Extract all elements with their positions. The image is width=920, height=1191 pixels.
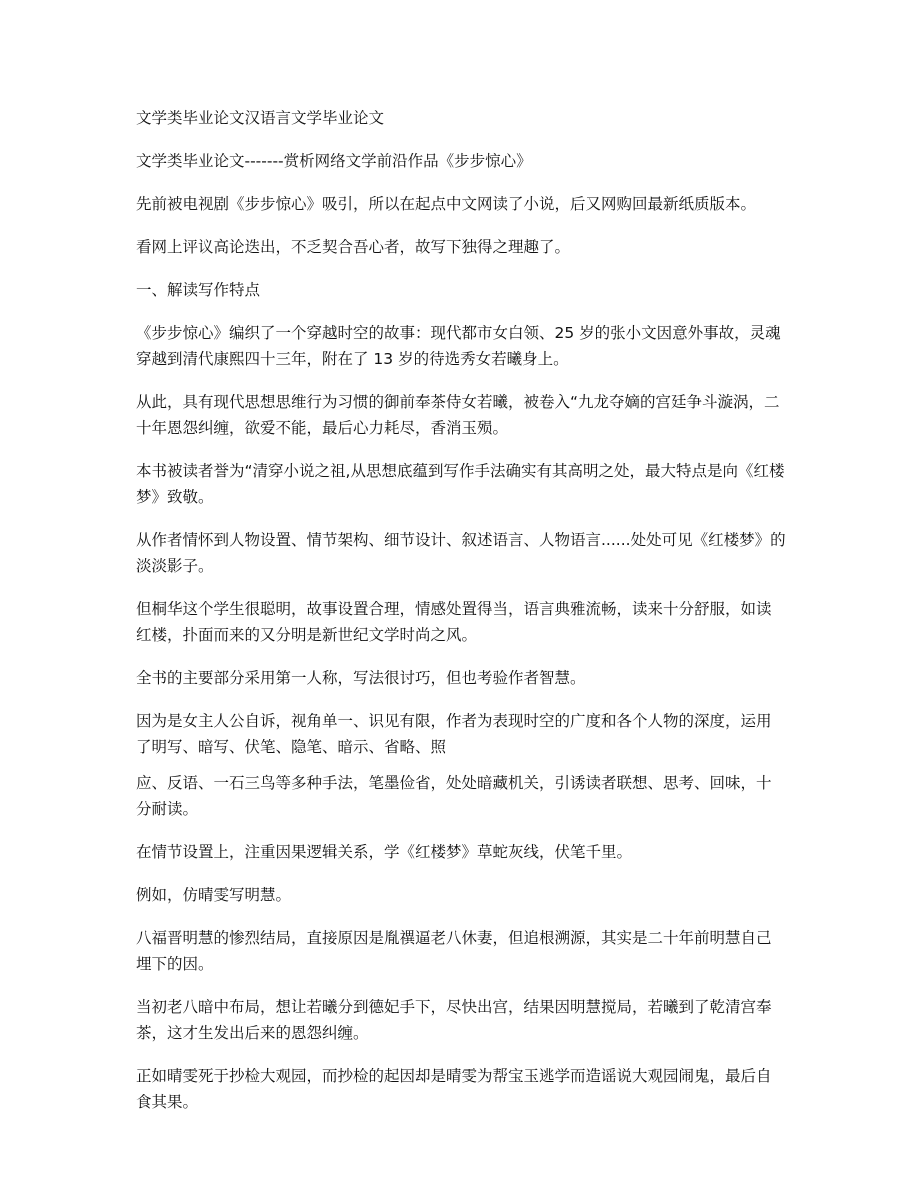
section-heading: 一、解读写作特点 [136,281,261,299]
paragraph: 从作者情怀到人物设置、情节架构、细节设计、叙述语言、人物语言......处处可见《红楼梦》的淡淡影子。 [136,531,786,575]
paragraph: 因为是女主人公自诉，视角单一、识见有限，作者为表现时空的广度和各个人物的深度，运用了明写、暗写、伏笔、隐笔、暗示、省略、照 [136,712,772,756]
paragraph: 正如晴雯死于抄检大观园，而抄检的起因却是晴雯为帮宝玉逃学而造谣说大观园闹鬼，最后自食其果。 [136,1067,772,1111]
paragraph: 《步步惊心》编织了一个穿越时空的故事：现代都市女白领、25 岁的张小文因意外事故，灵魂穿越到清代康熙四十三年，附在了 13 岁的待选秀女若曦身上。 [136,324,781,368]
paragraph: 本书被读者誉为“清穿小说之祖,从思想底蕴到写作手法确实有其高明之处，最大特点是向《红楼梦》致敬。 [136,462,785,506]
paragraph: 从此，具有现代思想思维行为习惯的御前奉茶侍女若曦，被卷入“九龙夺嫡的宫廷争斗漩涡，二十年恩怨纠缠，欲爱不能，最后心力耗尽，香消玉殒。 [136,393,780,437]
document-title: 文学类毕业论文汉语言文学毕业论文 [136,109,385,127]
document-subtitle: 文学类毕业论文-------赏析网络文学前沿作品《步步惊心》 [136,152,532,170]
paragraph: 例如，仿晴雯写明慧。 [136,886,292,904]
paragraph: 在情节设置上，注重因果逻辑关系，学《红楼梦》草蛇灰线，伏笔千里。 [136,843,633,861]
document-body [136,105,786,1132]
paragraph: 当初老八暗中布局，想让若曦分到德妃手下，尽快出宫，结果因明慧搅局，若曦到了乾清宫奉茶，这才生发出后来的恩怨纠缠。 [136,998,772,1042]
paragraph: 但桐华这个学生很聪明，故事设置合理，情感处置得当，语言典雅流畅，读来十分舒服，如读红楼，扑面而来的又分明是新世纪文学时尚之风。 [136,600,772,644]
paragraph-intro: 先前被电视剧《步步惊心》吸引，所以在起点中文网读了小说，后又网购回最新纸质版本。 [136,195,757,213]
paragraph-reason: 看网上评议高论迭出，不乏契合吾心者，故写下独得之理趣了。 [136,238,571,256]
paragraph: 应、反语、一石三鸟等多种手法，笔墨俭省，处处暗藏机关，引诱读者联想、思考、回味，十分耐读。 [136,774,772,818]
paragraph: 八福晋明慧的惨烈结局，直接原因是胤禩逼老八休妻，但追根溯源，其实是二十年前明慧自己埋下的因。 [136,929,772,973]
paragraph: 全书的主要部分采用第一人称，写法很讨巧，但也考验作者智慧。 [136,669,586,687]
